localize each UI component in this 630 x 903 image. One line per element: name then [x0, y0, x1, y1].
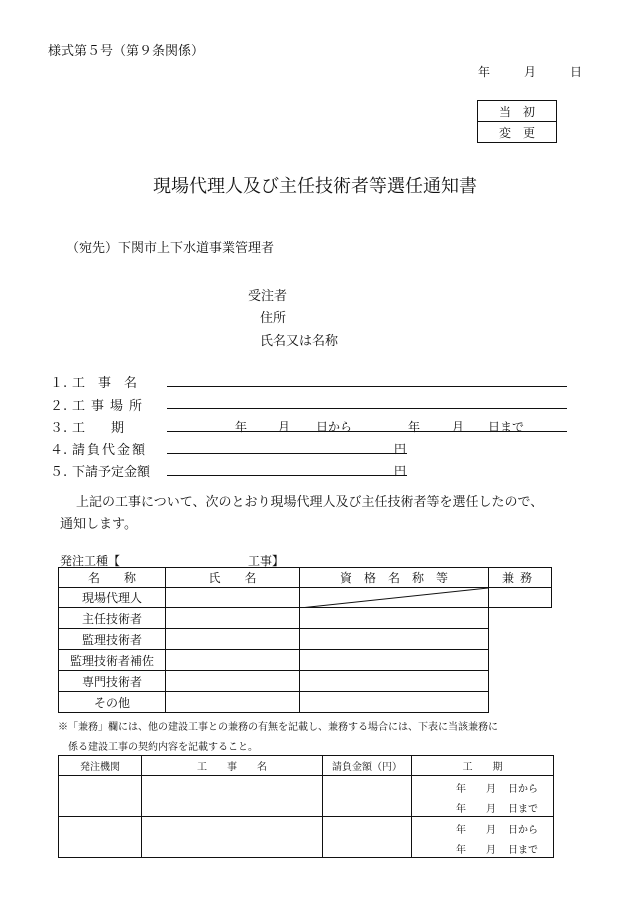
period-y1: 年	[456, 825, 466, 836]
page-title: 現場代理人及び主任技術者等選任通知書	[153, 176, 477, 197]
header-work-name: 工 事 名	[142, 756, 323, 776]
cell-amount[interactable]	[323, 776, 412, 817]
item-4-unit: 円	[394, 442, 407, 456]
concurrent-work-table	[58, 755, 554, 858]
cell-orderer[interactable]	[59, 776, 142, 817]
cell-empty	[489, 692, 552, 713]
row-label-specialist-engineer: 専門技術者	[59, 671, 166, 692]
cell-empty	[489, 608, 552, 629]
period-year-end: 年	[408, 420, 421, 434]
item-2-no: ２.	[50, 399, 68, 414]
item-2-label: 工事場所	[72, 399, 149, 414]
footnote-line-2: 係る建設工事の契約内容を記載すること。	[68, 742, 258, 753]
cell-person[interactable]	[166, 608, 300, 629]
item-5-unit: 円	[394, 464, 407, 478]
row-label-supervising-engineer: 監理技術者	[59, 629, 166, 650]
header-amount: 請負金額（円）	[323, 756, 412, 776]
period-m2: 月	[486, 804, 496, 815]
item-3-label: 工 期	[72, 421, 125, 436]
table-row	[59, 671, 552, 692]
cell-person[interactable]	[166, 588, 300, 608]
header-period: 工 期	[412, 756, 554, 776]
cell-qualification[interactable]	[300, 650, 489, 671]
header-person: 氏 名	[166, 568, 300, 588]
cell-qualification[interactable]	[300, 608, 489, 629]
table-row	[59, 608, 552, 629]
status-box	[477, 100, 557, 143]
item-5-label: 下請予定金額	[72, 465, 151, 480]
addressee: （宛先）下関市上下水道事業管理者	[66, 241, 275, 256]
status-initial: 当 初	[478, 101, 557, 122]
row-label-site-agent: 現場代理人	[59, 588, 166, 608]
form-number: 様式第５号（第９条関係）	[48, 44, 205, 59]
contractor-name-label: 氏名又は名称	[260, 334, 339, 349]
cell-concurrent[interactable]	[489, 588, 552, 608]
table-row	[59, 650, 552, 671]
contractor-label: 受注者	[248, 289, 288, 304]
row-label-assistant-supervising-engineer: 監理技術者補佐	[59, 650, 166, 671]
period-until: 日まで	[508, 845, 538, 856]
cell-qualification[interactable]	[300, 629, 489, 650]
cell-qualification-na	[300, 588, 489, 608]
diagonal-strike	[300, 588, 488, 608]
footnote-line-1: ※「兼務」欄には、他の建設工事との兼務の有無を記載し、兼務する場合には、下表に当該兼務に	[58, 722, 498, 733]
cell-person[interactable]	[166, 629, 300, 650]
contractor-address-label: 住所	[260, 311, 287, 326]
header-orderer: 発注機関	[59, 756, 142, 776]
item-4-label: 請負代金額	[72, 443, 148, 458]
cell-period[interactable]	[412, 817, 554, 858]
cell-person[interactable]	[166, 650, 300, 671]
item-2-underline	[167, 408, 567, 409]
cell-person[interactable]	[166, 692, 300, 713]
period-until: 日まで	[488, 420, 525, 434]
cell-work-name[interactable]	[142, 776, 323, 817]
date-year: 年	[478, 65, 491, 79]
item-1-label: 工 事 名	[72, 376, 138, 391]
row-label-other: その他	[59, 692, 166, 713]
item-1-no: １.	[50, 376, 68, 391]
item-3-no: ３.	[50, 421, 68, 436]
cell-empty	[489, 629, 552, 650]
notice-line-1: 上記の工事について、次のとおり現場代理人及び主任技術者等を選任したので、	[76, 495, 544, 510]
table-row	[59, 776, 554, 817]
status-changed: 変 更	[478, 122, 557, 143]
table-row	[59, 629, 552, 650]
order-type-suffix: 工事】	[248, 554, 285, 568]
item-3-underline	[167, 431, 567, 432]
cell-orderer[interactable]	[59, 817, 142, 858]
period-y2: 年	[456, 804, 466, 815]
cell-work-name[interactable]	[142, 817, 323, 858]
row-label-chief-engineer: 主任技術者	[59, 608, 166, 629]
table-row	[59, 692, 552, 713]
date-month: 月	[524, 65, 537, 79]
period-m1: 月	[486, 784, 496, 795]
table-row	[59, 588, 552, 608]
period-from: 日から	[508, 784, 538, 795]
item-4-underline	[167, 453, 407, 454]
period-m2: 月	[486, 845, 496, 856]
period-from: 日から	[316, 420, 353, 434]
staff-table	[58, 567, 552, 713]
period-until: 日まで	[508, 804, 538, 815]
period-year-start: 年	[235, 420, 248, 434]
header-name: 名 称	[59, 568, 166, 588]
cell-person[interactable]	[166, 671, 300, 692]
period-y1: 年	[456, 784, 466, 795]
period-month-end: 月	[452, 420, 465, 434]
cell-amount[interactable]	[323, 817, 412, 858]
item-1-underline	[167, 386, 567, 387]
table-row	[59, 817, 554, 858]
cell-period[interactable]	[412, 776, 554, 817]
item-4-no: ４.	[50, 443, 68, 458]
period-month-start: 月	[278, 420, 291, 434]
cell-empty	[489, 671, 552, 692]
period-y2: 年	[456, 845, 466, 856]
cell-qualification[interactable]	[300, 671, 489, 692]
header-concurrent: 兼務	[489, 568, 552, 588]
item-5-no: ５.	[50, 465, 68, 480]
cell-qualification[interactable]	[300, 692, 489, 713]
notice-line-2: 通知します。	[60, 517, 137, 532]
period-m1: 月	[486, 825, 496, 836]
item-5-underline	[167, 475, 407, 476]
date-day: 日	[570, 65, 583, 79]
period-from: 日から	[508, 825, 538, 836]
cell-empty	[489, 650, 552, 671]
header-qualification: 資 格 名 称 等	[300, 568, 489, 588]
order-type-prefix: 発注工種【	[60, 554, 121, 568]
